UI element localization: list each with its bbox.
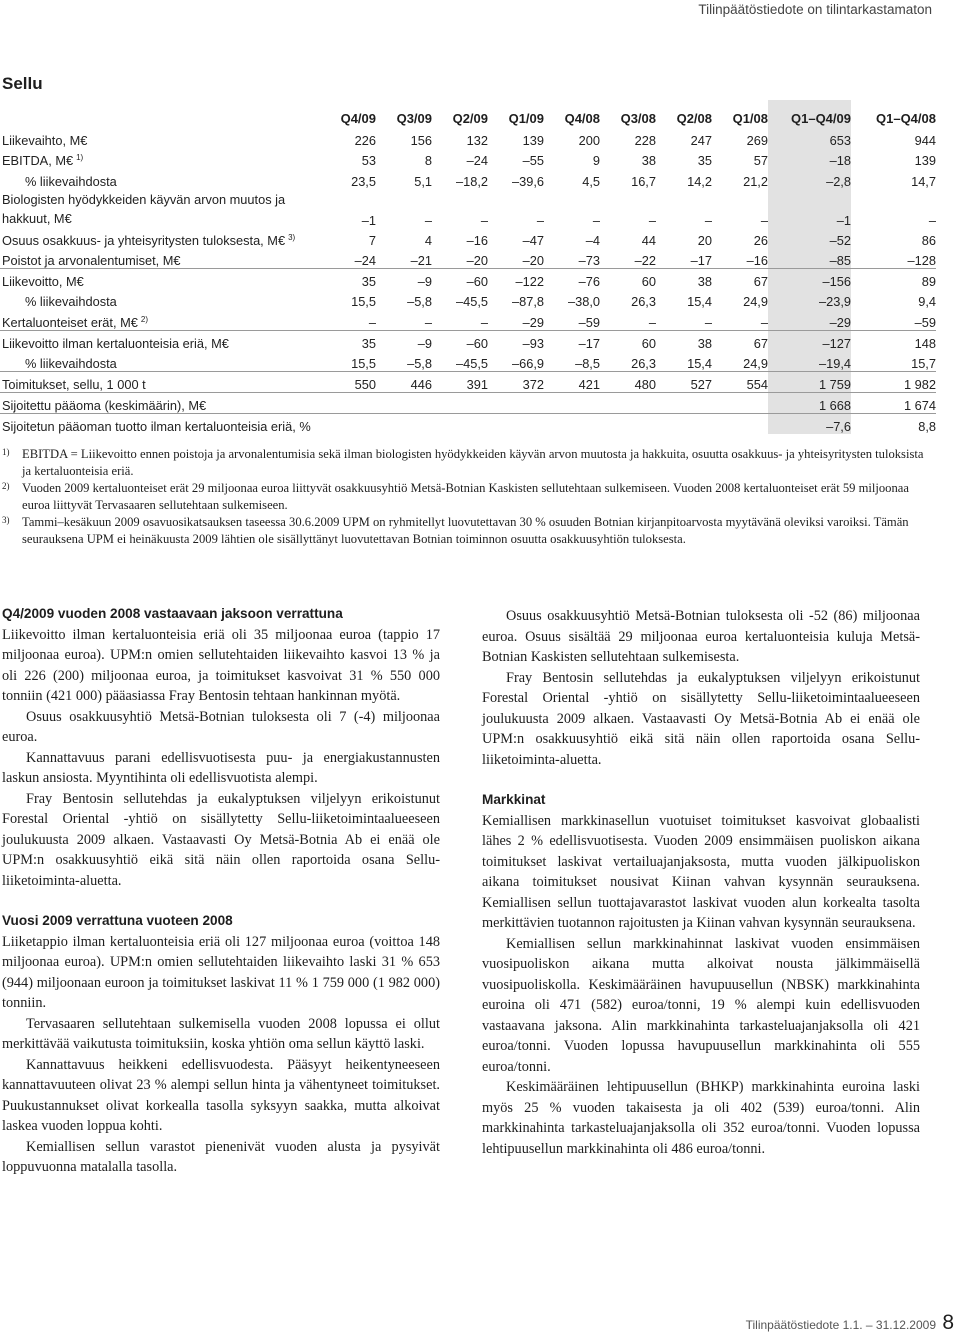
table-cell <box>656 393 712 414</box>
column-header: Q4/09 <box>340 111 376 126</box>
row-label-text: Liikevoitto ilman kertaluonteisia eriä, M€ <box>2 335 229 351</box>
table-cell: –1 <box>768 189 851 228</box>
column-header: Q4/08 <box>564 111 600 126</box>
table-cell: –60 <box>432 330 488 351</box>
table-cell: 391 <box>432 371 488 392</box>
table-cell: 139 <box>914 153 936 169</box>
table-cell: –20 <box>466 252 488 268</box>
table-cell: 9 <box>592 153 600 169</box>
table-cell: 35 <box>318 330 376 351</box>
heading-q4: Q4/2009 vuoden 2008 vastaavaan jaksoon verrattuna <box>2 606 343 621</box>
table-cell: 53 <box>361 153 376 169</box>
table-row <box>0 371 936 392</box>
table-cell: –4 <box>585 232 600 248</box>
table-row <box>0 228 936 248</box>
table-cell <box>544 414 600 435</box>
table-cell: – <box>424 314 432 330</box>
paragraph: Osuus osakkuusyhtiö Metsä-Botnian tuloksesta oli -52 (86) miljoonaa euroa. Osuus sisältää 29 miljoonaa euroa kertaluonteisia kuluja Metsä-Botnian Kaskisten sellutehtaan sulkemisesta. <box>482 608 920 665</box>
table-cell: 550 <box>318 371 376 392</box>
row-label-text: EBITDA, M€ <box>2 153 74 169</box>
heading-year: Vuosi 2009 verrattuna vuoteen 2008 <box>2 913 233 928</box>
table-cell: –85 <box>768 248 851 269</box>
paragraph: Kannattavuus parani edellisvuotisesta puu- ja energiakustannusten laskun ansiosta. Myyntihinta oli edellisvuotista alempi. <box>2 749 440 786</box>
row-label-text: Sijoitettu pääoma (keskimäärin), M€ <box>2 398 207 414</box>
table-cell: –127 <box>768 330 851 351</box>
table-cell: –8,5 <box>575 355 600 371</box>
paragraph: Fray Bentosin sellutehdas ja eukalyptuksen viljelyyn erikoistunut Forestal Oriental -yhtiö on sisällytetty Sellu-liiketoimintaalueeseen joulukuusta 2009 alkaen. Vastaavasti Oy Metsä-Botnia Ab ei enää ole UPM:n osakkuusyhtiö eikä sitä näin ollen raportoida osana Sellu-liiketoiminta-aluetta. <box>2 790 440 889</box>
table-cell: –47 <box>522 232 544 248</box>
table-cell: –9 <box>376 330 432 351</box>
table-cell: 38 <box>656 330 712 351</box>
table-cell: 44 <box>641 232 656 248</box>
table-cell: –39,6 <box>511 173 544 189</box>
footnote-text: Tammi–kesäkuun 2009 osavuosikatsauksen taseessa 30.6.2009 UPM on ryhmitellyt luovutettavan 30 % osuuden Botnian kirjanpitoarvosta myytävänä oleviksi varoiksi. Tämän seurauksena UPM ei heinäkuusta 2009 lähtien ole sisällyttänyt luovutettavan Botnian toiminnon osuutta osakkuusyhtiön tuloksesta. <box>22 515 909 546</box>
column-header: Q3/08 <box>620 111 656 126</box>
table-cell: –22 <box>634 252 656 268</box>
row-label <box>0 168 318 188</box>
table-cell: 38 <box>656 268 712 289</box>
table-cell <box>432 393 488 414</box>
financial-table <box>0 100 936 434</box>
table-cell: – <box>648 212 656 228</box>
table-cell: 24,9 <box>743 355 768 371</box>
table-cell: 148 <box>851 330 936 351</box>
row-label <box>0 351 318 372</box>
table-cell: 15,7 <box>911 355 936 371</box>
table-cell: –55 <box>522 153 544 169</box>
table-cell: 4 <box>424 232 432 248</box>
table-cell: –59 <box>578 314 600 330</box>
row-label-text: % liikevaihdosta <box>25 294 117 310</box>
table-cell: 421 <box>544 371 600 392</box>
table-cell: 228 <box>634 133 656 149</box>
table-cell <box>488 393 544 414</box>
right-column <box>482 606 920 1159</box>
table-cell: 247 <box>690 133 712 149</box>
table-header-row <box>0 100 936 128</box>
table-cell: 35 <box>697 153 712 169</box>
paragraph: Osuus osakkuusyhtiö Metsä-Botnian tuloksesta oli 7 (-4) miljoonaa euroa. <box>2 708 440 745</box>
table-cell: 38 <box>641 153 656 169</box>
table-cell: –2,8 <box>768 168 851 188</box>
table-cell: 1 668 <box>768 393 851 414</box>
footnote-mark: 2) <box>2 481 10 491</box>
footnotes <box>2 446 932 548</box>
paragraph: Tervasaaren sellutehtaan sulkemisella vuoden 2008 lopussa ei ollut merkittävää vaikutusta toimituksiin, koska yhtiön oma sellun käyttö laski. <box>2 1015 440 1052</box>
table-cell: – <box>368 314 376 330</box>
table-cell <box>600 393 656 414</box>
footnote-text: EBITDA = Liikevoitto ennen poistoja ja arvonalentumisia sekä ilman biologisten hyödykkeiden käyvän arvon muutosta ja hakkuita, osuutta osakkuus- ja yhteisyritysten tuloksista ja kertaluonteisia eriä. <box>22 447 924 478</box>
table-cell: –9 <box>376 268 432 289</box>
page-number: 8 <box>942 1311 954 1334</box>
table-cell: 269 <box>746 133 768 149</box>
table-row <box>0 414 936 435</box>
table-cell: –20 <box>522 252 544 268</box>
report-header: Tilinpäätöstiedote on tilintarkastamaton <box>698 2 932 17</box>
footer-text: Tilinpäätöstiedote 1.1. – 31.12.2009 <box>745 1318 936 1332</box>
table-cell: 15,4 <box>687 294 712 310</box>
table-cell: – <box>592 212 600 228</box>
table-cell: 23,5 <box>351 173 376 189</box>
table-cell: 15,4 <box>687 355 712 371</box>
row-label-text: Liikevoitto, M€ <box>2 274 84 290</box>
column-header: Q2/09 <box>452 111 488 126</box>
row-label-text: Toimitukset, sellu, 1 000 t <box>2 377 146 393</box>
table-cell: 60 <box>600 268 656 289</box>
table-cell: –17 <box>544 330 600 351</box>
label-header <box>0 100 318 128</box>
table-cell: 446 <box>376 371 432 392</box>
table-cell: 1 674 <box>851 393 936 414</box>
row-label-text: % liikevaihdosta <box>25 173 117 189</box>
table-cell: – <box>424 212 432 228</box>
table-cell: –52 <box>768 228 851 248</box>
table-cell: –29 <box>768 309 851 330</box>
table-cell: 21,2 <box>743 173 768 189</box>
table-cell: 226 <box>354 133 376 149</box>
table-cell <box>376 414 432 435</box>
table-cell: 653 <box>768 128 851 148</box>
table-cell: –66,9 <box>511 355 544 371</box>
table-cell <box>432 414 488 435</box>
table-cell <box>600 414 656 435</box>
table-cell: –1 <box>361 212 376 228</box>
row-label <box>0 289 318 309</box>
table-cell: –45,5 <box>455 294 488 310</box>
footnote <box>2 480 932 514</box>
table-cell: 26 <box>753 232 768 248</box>
row-label <box>0 248 318 269</box>
table-cell: 156 <box>410 133 432 149</box>
table-cell: 8,8 <box>851 414 936 435</box>
row-label <box>0 414 318 435</box>
table-cell: 527 <box>656 371 712 392</box>
table-cell: 944 <box>914 133 936 149</box>
table-cell: 480 <box>600 371 656 392</box>
table-cell: 554 <box>712 371 768 392</box>
table-cell: 86 <box>921 232 936 248</box>
row-label <box>0 148 318 168</box>
row-label-text: Sijoitetun pääoman tuotto ilman kertaluonteisia eriä, % <box>2 419 311 435</box>
paragraph: Liikevoitto ilman kertaluonteisia eriä oli 35 miljoonaa euroa (tappio 17 miljoonaa euroa). UPM:n omien sellutehtaiden liikevaihto kasvoi 13 % ja oli 226 (200) miljoonaa euroa, ja toimitukset kasvoivat 31 % 550 000 tonniin (421 000) pääasiassa Fray Bentosin tehtaan hankinnan myötä. <box>2 626 440 704</box>
column-header: Q1–Q4/08 <box>876 111 936 126</box>
table-row <box>0 268 936 289</box>
table-cell: –122 <box>488 268 544 289</box>
row-label <box>0 309 318 330</box>
table-cell: –38,0 <box>567 294 600 310</box>
row-label <box>0 371 318 392</box>
table-cell: 57 <box>753 153 768 169</box>
table-cell: 60 <box>600 330 656 351</box>
table-cell: –17 <box>690 252 712 268</box>
table-cell: 372 <box>488 371 544 392</box>
table-cell: 200 <box>578 133 600 149</box>
table-row <box>0 330 936 351</box>
table-cell: –60 <box>432 268 488 289</box>
table-cell: – <box>704 314 712 330</box>
table-cell: – <box>480 212 488 228</box>
table-row <box>0 248 936 269</box>
paragraph: Liiketappio ilman kertaluonteisia eriä oli 127 miljoonaa euroa (voittoa 148 miljoonaa euroa). UPM:n omien sellutehtaiden liikevaihto laski 31 % 653 (944) miljoonaan euroon ja toimitukset laskivat 11 % 1 759 000 (1 982 000) tonniin. <box>2 933 440 1011</box>
table-cell: 14,2 <box>687 173 712 189</box>
table-row <box>0 189 936 228</box>
footnote-text: Vuoden 2009 kertaluonteiset erät 29 miljoonaa euroa liittyvät osakkuusyhtiö Metsä-Botnian Kaskisten sellutehtaan sulkemiseen. Vuoden 2008 kertaluonteiset erät 59 miljoonaa euroa liittyvät Tervasaaren sellutehtaan sulkemiseen. <box>22 481 909 512</box>
paragraph: Kemiallisen sellun varastot pienenivät vuoden alusta ja pysyivät loppuvuonna matalalla tasolla. <box>2 1138 440 1175</box>
table-cell: –19,4 <box>768 351 851 372</box>
table-cell: –156 <box>768 268 851 289</box>
table-cell: 67 <box>712 268 768 289</box>
table-cell: –59 <box>914 314 936 330</box>
table-cell: –16 <box>466 232 488 248</box>
table-cell: –24 <box>354 252 376 268</box>
table-cell: 5,1 <box>414 173 432 189</box>
column-header: Q2/08 <box>676 111 712 126</box>
footnote-mark: 3) <box>2 515 10 525</box>
footnote-ref: 1) <box>76 153 84 163</box>
table-cell <box>318 393 376 414</box>
table-cell <box>488 414 544 435</box>
table-cell: –23,9 <box>768 289 851 309</box>
table-cell: –76 <box>544 268 600 289</box>
table-cell: –73 <box>578 252 600 268</box>
paragraph: Kannattavuus heikkeni edellisvuodesta. Pääsyyt heikentyneeseen kannattavuuteen olivat 23 % alempi sellun hinta ja vähentyneet toimitukset. Puukustannukset olivat korkealla tasolla syksyyn saakka, mutta alkoivat laskea vuoden loppua kohti. <box>2 1056 440 1134</box>
table-cell <box>376 393 432 414</box>
table-cell: 1 982 <box>851 371 936 392</box>
table-cell: –18,2 <box>455 173 488 189</box>
table-cell: –45,5 <box>455 355 488 371</box>
table-cell: 9,4 <box>918 294 936 310</box>
heading-markets: Markkinat <box>482 792 546 807</box>
table-cell: 26,3 <box>631 294 656 310</box>
table-cell: –29 <box>522 314 544 330</box>
table-row <box>0 393 936 414</box>
table-cell: – <box>536 212 544 228</box>
section-title: Sellu <box>2 74 43 93</box>
row-label-text: Kertaluonteiset erät, M€ <box>2 314 138 330</box>
row-label-text: Biologisten hyödykkeiden käyvän arvon muutos ja hakkuut, M€ <box>2 191 286 226</box>
footnote-ref: 2) <box>140 314 148 324</box>
table-cell: 26,3 <box>631 355 656 371</box>
table-cell: –87,8 <box>511 294 544 310</box>
paragraph: Keskimääräinen lehtipuusellun (BHKP) markkinahinta euroina laski myös 25 % vuoden takaisesta ja oli 402 (539) euroa/tonni. Alin markkinahinta tarkasteluajanjaksolla oli 352 euroa/tonni. Vuoden lopussa lehtipuusellun markkinahinta oli 486 euroa/tonni. <box>482 1079 920 1157</box>
paragraph: Kemiallisen sellun markkinahinnat laskivat vuoden ensimmäisen vuosipuoliskon aikana mutta alkoivat nousta jälkimmäisellä vuosipuoliskolla. Keskimääräinen havupuusellun (NBSK) markkinahinta euroina oli 471 (582) euroa/tonni, 19 % alempi kuin edellisvuoden vastaavana jaksona. Alin markkinahinta tarkasteluajanjaksolla oli 421 euroa/tonni. Vuoden lopussa havupuusellun markkinahinta oli 555 euroa/tonni. <box>482 935 920 1075</box>
table-cell: – <box>760 314 768 330</box>
table-cell: – <box>760 212 768 228</box>
table-cell: –21 <box>410 252 432 268</box>
paragraph: Kemiallisen markkinasellun vuotuiset toimitukset kasvoivat globaalisti lähes 2 % edellisvuotisesta. Vuoden 2009 ensimmäisen puoliskon aikana toimitukset laskivat vertailuajanjaksosta, mutta vuoden jälkipuoliskon aikana toimitukset nousivat Kiinan vahvan kysynnän seurauksena. Kemiallisen sellun tuottajavarastot laskivat vuoden alun korkealta tasolta merkittävien tuotannon rajoitusten ja Kiinan vahvan kysynnän seurauksena. <box>482 812 920 931</box>
table-row <box>0 148 936 168</box>
table-row <box>0 168 936 188</box>
table-cell: 14,7 <box>911 173 936 189</box>
footnote-ref: 3) <box>288 232 296 242</box>
table-cell: – <box>480 314 488 330</box>
footnote <box>2 514 932 548</box>
left-column <box>2 604 440 1178</box>
row-label-text: % liikevaihdosta <box>25 355 117 371</box>
table-cell: 1 759 <box>768 371 851 392</box>
column-header: Q1/08 <box>732 111 768 126</box>
table-row <box>0 351 936 372</box>
table-cell: 67 <box>712 330 768 351</box>
row-label-text: Osuus osakkuus- ja yhteisyritysten tuloksesta, M€ <box>2 232 286 248</box>
row-label <box>0 393 318 414</box>
table-cell: 139 <box>522 133 544 149</box>
table-cell: 89 <box>851 268 936 289</box>
table-cell: 7 <box>368 232 376 248</box>
table-cell: – <box>648 314 656 330</box>
table-cell: –24 <box>466 153 488 169</box>
table-cell: –7,6 <box>768 414 851 435</box>
row-label <box>0 128 318 148</box>
row-label-text: Liikevaihto, M€ <box>2 133 88 149</box>
paragraph: Fray Bentosin sellutehdas ja eukalyptuksen viljelyyn erikoistunut Forestal Oriental -yhtiö on sisällytetty Sellu-liiketoimintaalueeseen joulukuusta 2009 alkaen. Vastaavasti Oy Metsä-Botnia Ab ei enää ole UPM:n osakkuusyhtiö eikä sitä näin ollen raportoida osana Sellu-liiketoiminta-aluetta. <box>482 669 920 768</box>
table-cell: 20 <box>697 232 712 248</box>
table-cell: 15,5 <box>351 294 376 310</box>
table-cell: –5,8 <box>407 355 432 371</box>
table-cell: – <box>704 212 712 228</box>
row-label <box>0 268 318 289</box>
table-cell: –128 <box>907 252 936 268</box>
table-row <box>0 289 936 309</box>
column-header: Q1/09 <box>508 111 544 126</box>
table-cell <box>712 393 768 414</box>
table-cell: 8 <box>424 153 432 169</box>
table-cell: –18 <box>768 148 851 168</box>
table-cell <box>656 414 712 435</box>
column-header: Q3/09 <box>396 111 432 126</box>
row-label <box>0 228 318 248</box>
table-cell: 15,5 <box>351 355 376 371</box>
table-cell <box>544 393 600 414</box>
row-label <box>0 189 318 228</box>
footnote-mark: 1) <box>2 447 10 457</box>
footnote <box>2 446 932 480</box>
table-cell: 24,9 <box>743 294 768 310</box>
table-row <box>0 128 936 148</box>
table-row <box>0 309 936 330</box>
table-cell: 35 <box>318 268 376 289</box>
table-cell: –5,8 <box>407 294 432 310</box>
row-label-text: Poistot ja arvonalentumiset, M€ <box>2 252 181 268</box>
column-header: Q1–Q4/09 <box>768 100 851 128</box>
table-cell: 4,5 <box>582 173 600 189</box>
table-cell <box>712 414 768 435</box>
table-cell: – <box>928 212 936 228</box>
table-cell: 132 <box>466 133 488 149</box>
table-cell: 16,7 <box>631 173 656 189</box>
table-cell: –16 <box>746 252 768 268</box>
table-cell: –93 <box>488 330 544 351</box>
row-label <box>0 330 318 351</box>
table-cell <box>318 414 376 435</box>
